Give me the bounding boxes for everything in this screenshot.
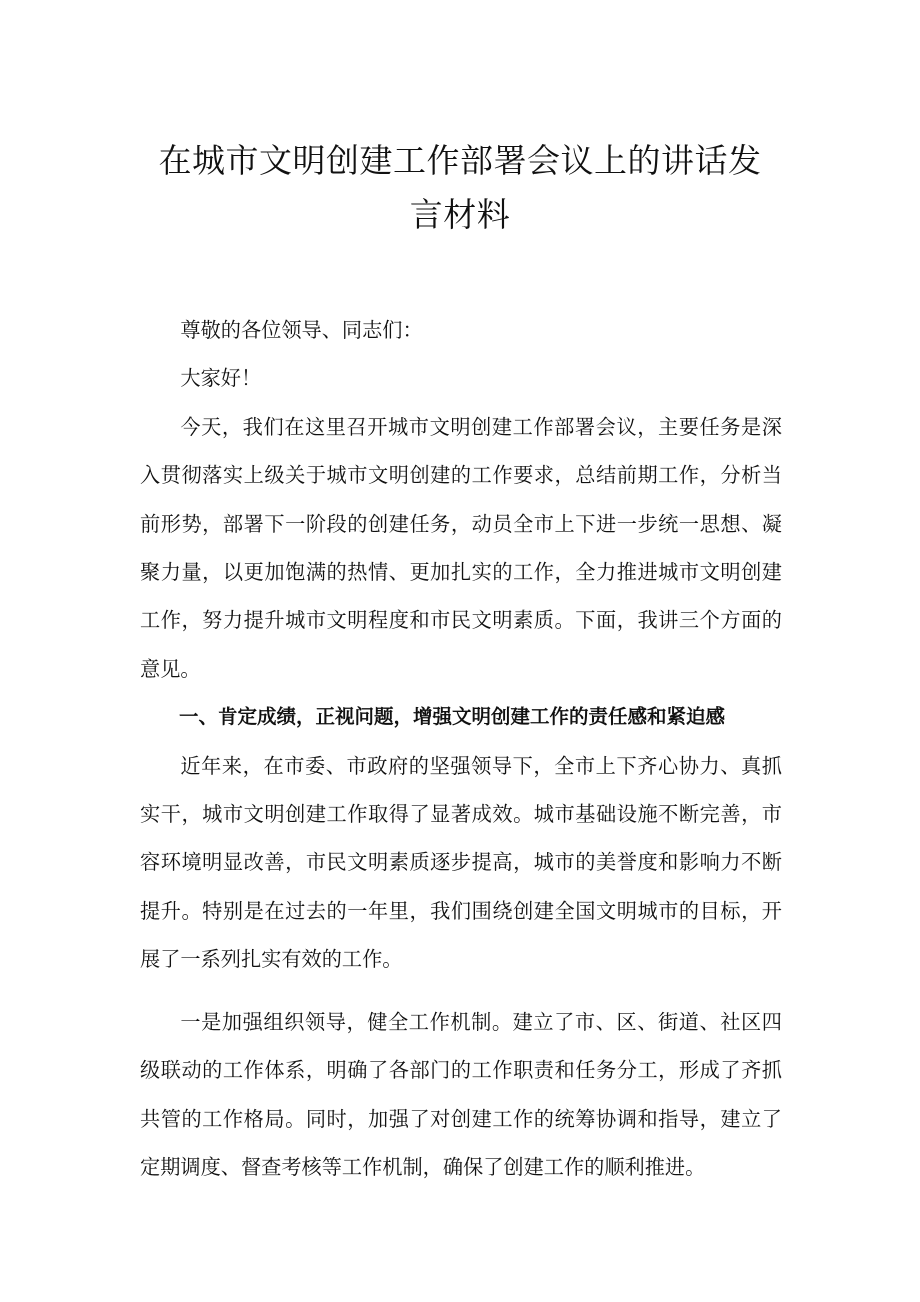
document-title xyxy=(120,134,800,242)
salutation: 尊敬的各位领导、同志们： xyxy=(180,318,423,342)
section-heading-1: 一、肯定成绩，正视问题，增强文明创建工作的责任感和紧迫感 xyxy=(179,705,726,729)
document-body xyxy=(140,306,782,1191)
paragraph-achievements: 近年来，在市委、市政府的坚强领导下，全市上下齐心协力、真抓实干，城市文明创建工作取得了显著成效。城市基础设施不断完善，市容环境明显改善，市民文明素质逐步提高，城市的美誉度和影响力不断提升。特别是在过去的一年里，我们围绕创建全国文明城市的目标，开展了一系列扎实有效的工作。 xyxy=(140,753,782,972)
title-line-1: 在城市文明创建工作部署会议上的讲话发 xyxy=(158,141,762,181)
intro-paragraph: 今天，我们在这里召开城市文明创建工作部署会议，主要任务是深入贯彻落实上级关于城市文明创建的工作要求，总结前期工作，分析当前形势，部署下一阶段的创建任务，动员全市上下进一步统一思想、凝聚力量，以更加饱满的热情、更加扎实的工作，全力推进城市文明创建工作，努力提升城市文明程度和市民文明素质。下面，我讲三个方面的意见。 xyxy=(140,414,782,681)
title-line-2: 言材料 xyxy=(409,195,511,235)
paragraph-organization: 一是加强组织领导，健全工作机制。建立了市、区、街道、社区四级联动的工作体系，明确了各部门的工作职责和任务分工，形成了齐抓共管的工作格局。同时，加强了对创建工作的统筹协调和指导，建立了定期调度、督查考核等工作机制，确保了创建工作的顺利推进。 xyxy=(140,1009,782,1179)
greeting: 大家好！ xyxy=(180,366,262,391)
